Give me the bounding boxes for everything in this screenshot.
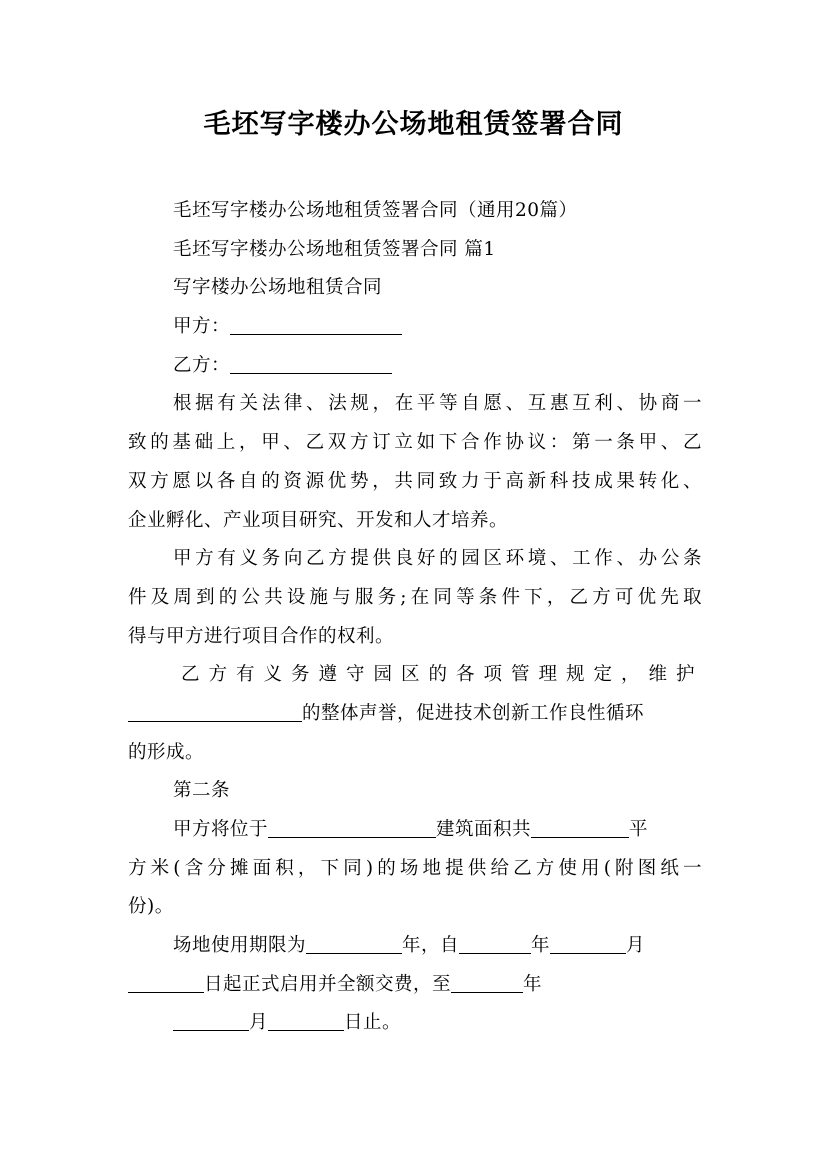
party-a-line	[128, 308, 702, 347]
document-body	[128, 192, 702, 1043]
paragraph-4-line-1	[128, 811, 702, 850]
party-b-blank	[230, 353, 392, 374]
area-blank	[531, 817, 629, 838]
article-heading: 毛坯写字楼办公场地租赁签署合同 篇1	[173, 238, 496, 260]
end-day-blank	[268, 1010, 344, 1031]
start-month-blank	[550, 933, 626, 954]
start-year-unit: 年	[531, 935, 551, 957]
paragraph-1-line-2: 致的基础上，甲、乙双方订立如下合作协议：第一条甲、乙	[128, 432, 702, 454]
paragraph-1-line-3: 双方愿以各自的资源优势，共同致力于高新科技成果转化、	[128, 470, 702, 492]
location-label: 甲方将位于	[173, 819, 269, 840]
end-month-unit: 月	[249, 1012, 269, 1034]
paragraph-5-line-2	[128, 966, 702, 1005]
paragraph-2-line-3: 得与甲方进行项目合作的权利。	[128, 625, 395, 647]
contract-name: 写字楼办公场地租赁合同	[173, 277, 383, 299]
paragraph-5-line-1	[128, 927, 702, 966]
article-2-heading: 第二条	[173, 780, 231, 802]
end-year-unit: 年	[523, 973, 543, 995]
area-label: 建筑面积共	[436, 819, 532, 840]
start-year-blank	[459, 933, 531, 954]
paragraph-4-line-3: 份)。	[128, 896, 174, 918]
end-month-blank	[173, 1010, 249, 1031]
party-b-line	[128, 347, 702, 386]
organization-blank	[128, 701, 302, 722]
area-unit-start: 平	[629, 819, 649, 840]
paragraph-2-line-1: 甲方有义务向乙方提供良好的园区环境、工作、办公条	[173, 548, 702, 570]
start-month-unit: 月	[626, 935, 646, 957]
paragraph-3-line-2	[128, 695, 702, 734]
end-year-blank	[451, 972, 523, 993]
party-a-blank	[230, 314, 402, 335]
end-day-text: 日止。	[344, 1012, 402, 1034]
paragraph-4-line-2: 方米(含分摊面积，下同)的场地提供给乙方使用(附图纸一	[128, 857, 702, 879]
start-label: 年，自	[402, 935, 460, 957]
start-day-text: 日起正式启用并全额交费，至	[204, 973, 452, 995]
term-years-blank	[306, 933, 402, 954]
paragraph-2-line-2: 件及周到的公共设施与服务;在同等条件下，乙方可优先取	[128, 586, 702, 608]
document-title: 毛坯写字楼办公场地租赁签署合同	[203, 109, 624, 140]
paragraph-3-line-3: 的形成。	[128, 741, 205, 763]
term-label: 场地使用期限为	[173, 935, 307, 957]
paragraph-3-line-1: 乙方有义务遵守园区的各项管理规定，维护	[181, 664, 704, 686]
paragraph-3-line-2-text: 的整体声誉，促进技术创新工作良性循环	[302, 702, 645, 724]
paragraph-1-line-4: 企业孵化、产业项目研究、开发和人才培养。	[128, 509, 509, 531]
paragraph-1-line-1: 根据有关法律、法规，在平等自愿、互惠互利、协商一	[173, 393, 702, 415]
paragraph-5-line-3	[128, 1004, 702, 1043]
party-b-label: 乙方：	[173, 354, 231, 376]
location-blank	[268, 817, 436, 838]
start-day-blank	[128, 972, 204, 993]
party-a-label: 甲方：	[173, 316, 231, 338]
collection-title: 毛坯写字楼办公场地租赁签署合同（通用20篇）	[173, 200, 578, 221]
